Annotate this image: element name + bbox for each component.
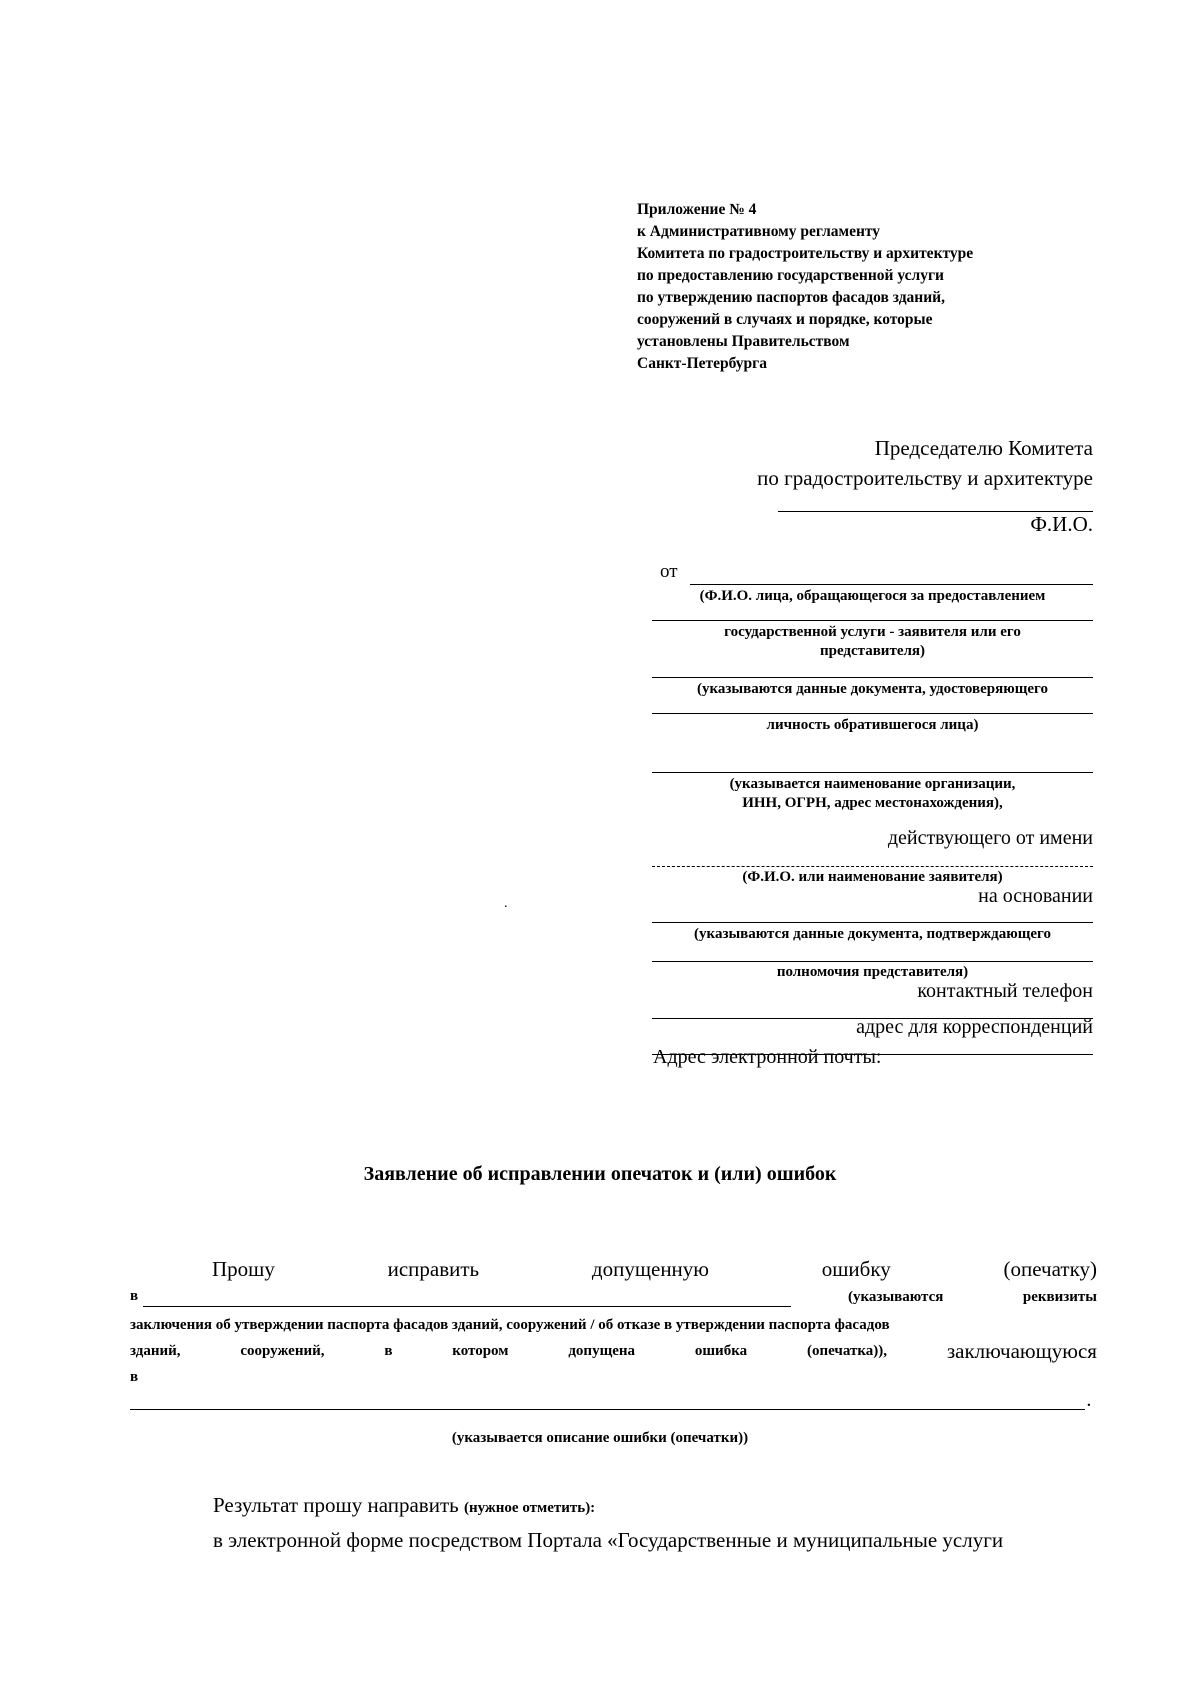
appendix-line: Санкт-Петербурга [637, 355, 767, 372]
addressee-line2: по градостроительству и архитектуре [757, 466, 1093, 490]
addressee-block [680, 433, 1093, 493]
row5-prefix: в [130, 1369, 139, 1385]
caption-authority-document: (указываются данные документа, подтверждающего [694, 926, 1051, 942]
appendix-line: по предоставлению государственной услуги [637, 267, 944, 284]
appendix-line: по утверждению паспортов фасадов зданий, [637, 289, 945, 306]
id-document-line [652, 677, 1093, 678]
phone-label: контактный телефон [917, 980, 1093, 1002]
applicant-line-2 [652, 620, 1093, 621]
email-label: Адрес электронной почты: [653, 1046, 882, 1068]
error-description-line [130, 1409, 1085, 1410]
word: в [384, 1343, 393, 1359]
request-row-2 [848, 1289, 1097, 1306]
request-row-4 [130, 1339, 1097, 1364]
appendix-line: Приложение № 4 [637, 201, 757, 218]
caption-applicant-type: государственной услуги - заявителя или его [724, 624, 1021, 640]
address-label: адрес для корреспонденций [856, 1016, 1093, 1038]
caption-organization-2: ИНН, ОГРН, адрес местонахождения), [742, 795, 1003, 811]
caption-authority: полномочия представителя) [776, 964, 969, 980]
word: (опечатка)), [806, 1343, 887, 1359]
word: сооружений, [240, 1343, 325, 1359]
caption-applicant-type-2: представителя) [819, 643, 926, 659]
word: ошибка [694, 1343, 748, 1359]
word: (опечатку) [1003, 1257, 1097, 1281]
error-description-caption: (указывается описание ошибки (опечатки)) [451, 1430, 749, 1446]
appendix-line: Комитета по градостроительству и архитектуре [637, 245, 974, 262]
appendix-line: установлены Правительством [637, 333, 850, 350]
word: заключающуюся [946, 1339, 1097, 1363]
word: реквизиты [1022, 1289, 1097, 1305]
applicant-name-or-org-line [652, 866, 1093, 867]
result-label: Результат прошу направить [213, 1493, 459, 1517]
caption-applicant-name: (Ф.И.О. лица, обращающегося за предоставлением [699, 588, 1046, 604]
word: ошибку [821, 1257, 891, 1281]
from-label: от [660, 561, 678, 582]
caption-organization: (указывается наименование организации, [729, 776, 1016, 792]
applicant-name-line [690, 584, 1093, 585]
appendix-line: к Административному регламенту [637, 223, 881, 240]
word: котором [452, 1343, 509, 1359]
caption-identity: личность обратившегося лица) [766, 717, 979, 733]
acting-on-behalf-label: действующего от имени [887, 827, 1093, 849]
appendix-header [637, 199, 1067, 375]
request-row-1 [212, 1257, 1097, 1282]
fio-label: Ф.И.О. [1030, 512, 1093, 536]
requisites-line [143, 1306, 791, 1307]
authority-document-line-2 [652, 961, 1093, 962]
word: допущена [568, 1343, 636, 1359]
request-row-3: заключения об утверждении паспорта фасадов зданий, сооружений / об отказе в утверждении паспорта фасадов [130, 1317, 890, 1333]
result-delivery [213, 1489, 1003, 1556]
word: исправить [387, 1257, 480, 1281]
document-title: Заявление об исправлении опечаток и (или) ошибок [363, 1163, 837, 1185]
row2-prefix: в [130, 1288, 139, 1304]
organization-line [652, 772, 1093, 773]
result-option-electronic: в электронной форме посредством Портала «Государственные и муниципальные услуги [213, 1528, 1004, 1552]
result-note: (нужное отметить): [463, 1500, 596, 1516]
on-basis-label: на основании [978, 885, 1093, 907]
caption-applicant-or-org: (Ф.И.О. или наименование заявителя) [742, 869, 1003, 885]
result-label-line [213, 1489, 1003, 1524]
id-document-line-2 [652, 713, 1093, 714]
line-end-mark: . [1087, 1394, 1091, 1410]
authority-document-line [652, 922, 1093, 923]
appendix-line: сооружений в случаях и порядке, которые [637, 311, 933, 328]
caption-id-document: (указываются данные документа, удостоверяющего [696, 681, 1048, 697]
word: (указываются [848, 1289, 944, 1305]
word: Прошу [212, 1257, 275, 1281]
stray-mark: . [504, 896, 508, 911]
word: допущенную [591, 1257, 709, 1281]
addressee-line1: Председателю Комитета [874, 436, 1093, 460]
word: зданий, [130, 1343, 181, 1359]
